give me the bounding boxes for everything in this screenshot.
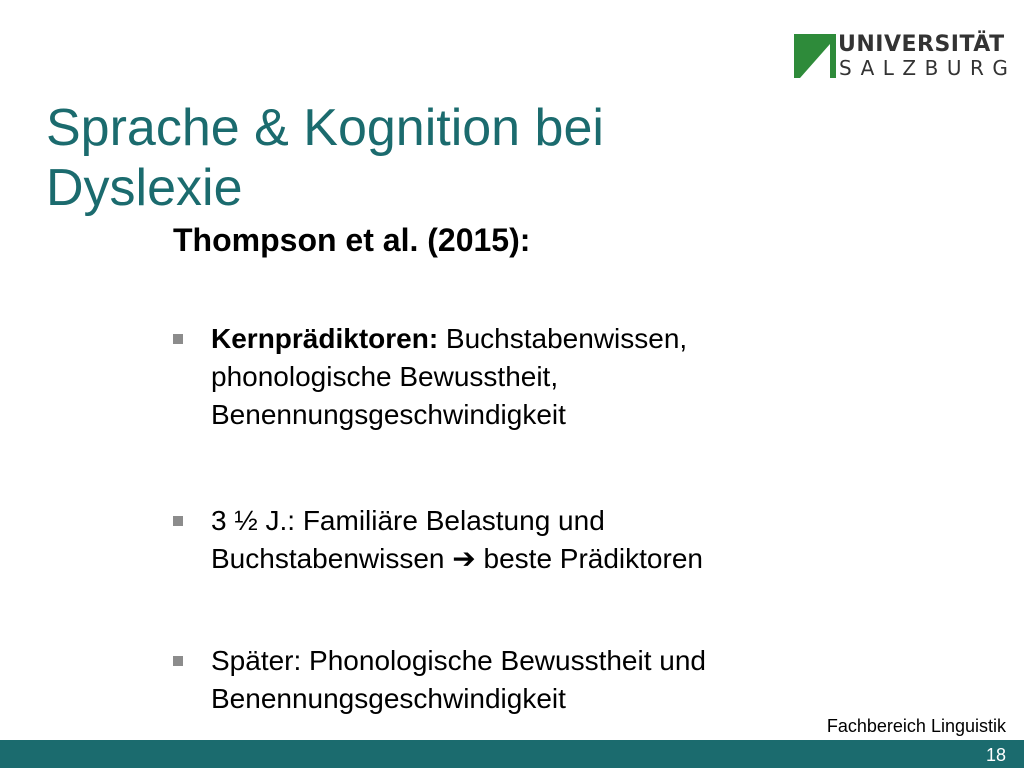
bullet-line: Später: Phonologische Bewusstheit und — [211, 645, 706, 676]
bullet-line: 3 ½ J.: Familiäre Belastung und — [211, 505, 605, 536]
bullet-line — [211, 320, 851, 358]
bullet-square-icon — [173, 334, 183, 344]
logo-text-universitaet: UNIVERSITÄT — [838, 32, 1005, 57]
slide-title — [46, 98, 746, 218]
bullet-line: Benennungsgeschwindigkeit — [211, 683, 566, 714]
arrow-right-icon: ➔ — [452, 543, 476, 574]
university-logo — [794, 32, 1017, 82]
bullet-square-icon — [173, 656, 183, 666]
logo-mark-icon — [794, 34, 836, 78]
bullet-text — [211, 642, 851, 718]
bullet-bold-term: Kernprädiktoren: — [211, 323, 439, 354]
bullet-line-rest: Buchstabenwissen, — [438, 323, 688, 354]
page-number: 18 — [985, 745, 1006, 765]
slide-title-line-1: Sprache & Kognition bei — [46, 99, 604, 157]
subheading: Thompson et al. (2015): — [173, 222, 531, 258]
footer-department-label: Fachbereich Linguistik — [826, 716, 1006, 736]
bullet-square-icon — [173, 516, 183, 526]
bullet-line — [211, 540, 851, 578]
bullet-text — [211, 320, 851, 434]
bullet-line: phonologische Bewusstheit, — [211, 361, 559, 392]
bullet-line-part: beste Prädiktoren — [475, 543, 703, 574]
bullet-line: Benennungsgeschwindigkeit — [211, 399, 566, 430]
footer-bar — [0, 740, 1024, 768]
logo-text-salzburg: SALZBURG — [839, 56, 1017, 80]
bullet-text — [211, 502, 851, 578]
slide-title-line-2: Dyslexie — [46, 159, 243, 217]
bullet-line-part: Buchstabenwissen — [211, 543, 445, 574]
